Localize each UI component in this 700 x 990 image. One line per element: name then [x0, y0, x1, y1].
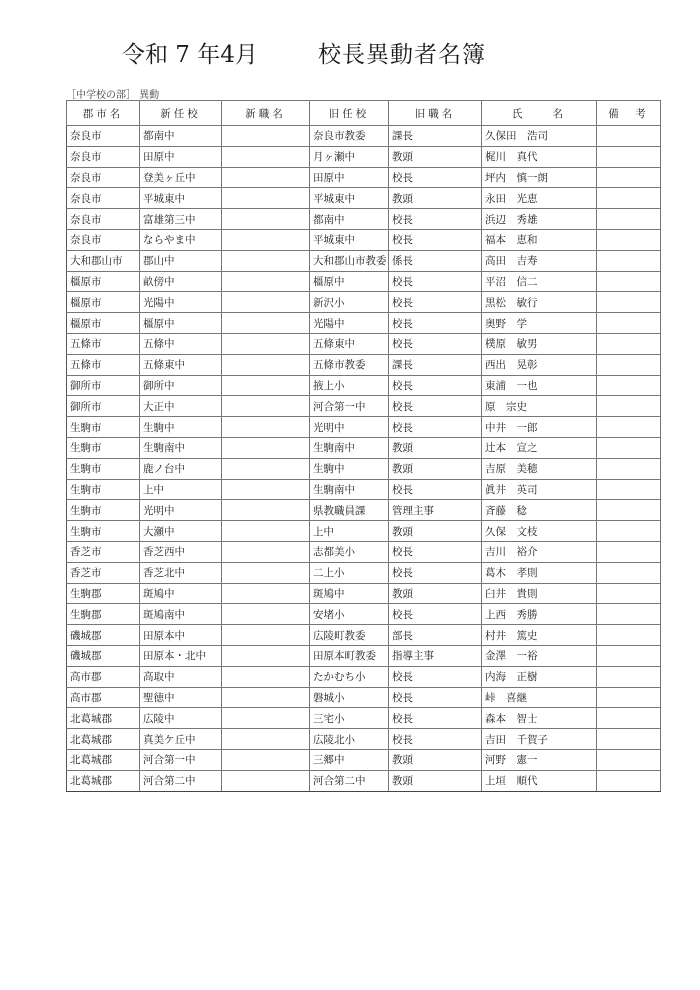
- cell-new-position: [222, 749, 310, 770]
- cell-name: 峠 喜継: [482, 687, 597, 708]
- cell-municipality: 北葛城郡: [67, 729, 140, 750]
- cell-remarks: [597, 645, 661, 666]
- cell-former-position: 校長: [389, 541, 482, 562]
- table-row: [67, 479, 661, 500]
- cell-new-school: 河合第一中: [140, 749, 222, 770]
- cell-new-school: 生駒中: [140, 417, 222, 438]
- cell-former-school: 広陵北小: [310, 729, 389, 750]
- cell-municipality: 橿原市: [67, 271, 140, 292]
- cell-former-position: 校長: [389, 417, 482, 438]
- cell-municipality: 生駒市: [67, 521, 140, 542]
- cell-new-position: [222, 729, 310, 750]
- cell-former-school: 月ヶ瀬中: [310, 146, 389, 167]
- cell-new-school: 香芝西中: [140, 541, 222, 562]
- table-row: [67, 770, 661, 791]
- cell-former-position: 校長: [389, 687, 482, 708]
- cell-former-school: 安堵小: [310, 604, 389, 625]
- cell-former-school: 大和郡山市教委: [310, 250, 389, 271]
- cell-new-school: 五條中: [140, 333, 222, 354]
- cell-municipality: 生駒市: [67, 479, 140, 500]
- cell-remarks: [597, 729, 661, 750]
- cell-remarks: [597, 521, 661, 542]
- cell-former-school: 河合第一中: [310, 396, 389, 417]
- cell-municipality: 磯城郡: [67, 645, 140, 666]
- cell-former-position: 管理主事: [389, 500, 482, 521]
- cell-new-position: [222, 458, 310, 479]
- cell-new-position: [222, 604, 310, 625]
- cell-new-position: [222, 645, 310, 666]
- title-date: 令和 7 年4月: [122, 42, 258, 68]
- cell-name: 坪内 慎一朗: [482, 167, 597, 188]
- cell-municipality: 五條市: [67, 333, 140, 354]
- table-row: [67, 126, 661, 147]
- cell-former-school: 生駒南中: [310, 479, 389, 500]
- cell-new-school: 畝傍中: [140, 271, 222, 292]
- table-row: [67, 687, 661, 708]
- cell-former-position: 校長: [389, 292, 482, 313]
- table-row: [67, 729, 661, 750]
- cell-former-position: 校長: [389, 167, 482, 188]
- cell-new-school: 上中: [140, 479, 222, 500]
- cell-name: 金澤 一裕: [482, 645, 597, 666]
- cell-municipality: 五條市: [67, 354, 140, 375]
- cell-remarks: [597, 749, 661, 770]
- cell-new-school: 平城東中: [140, 188, 222, 209]
- cell-former-position: 校長: [389, 708, 482, 729]
- cell-former-school: 生駒中: [310, 458, 389, 479]
- cell-remarks: [597, 250, 661, 271]
- cell-new-position: [222, 250, 310, 271]
- table-row: [67, 188, 661, 209]
- header-new-position: 新職名: [222, 101, 310, 126]
- cell-former-position: 教頭: [389, 458, 482, 479]
- cell-remarks: [597, 417, 661, 438]
- header-municipality: 郡市名: [67, 101, 140, 126]
- cell-former-position: 指導主事: [389, 645, 482, 666]
- cell-former-position: 校長: [389, 271, 482, 292]
- table-row: [67, 292, 661, 313]
- cell-former-position: 校長: [389, 666, 482, 687]
- cell-remarks: [597, 375, 661, 396]
- cell-name: 上垣 順代: [482, 770, 597, 791]
- cell-municipality: 磯城郡: [67, 625, 140, 646]
- cell-former-school: 平城東中: [310, 229, 389, 250]
- cell-municipality: 奈良市: [67, 167, 140, 188]
- cell-former-position: 校長: [389, 479, 482, 500]
- cell-new-position: [222, 521, 310, 542]
- cell-remarks: [597, 562, 661, 583]
- cell-former-school: 河合第二中: [310, 770, 389, 791]
- table-row: [67, 333, 661, 354]
- cell-municipality: 橿原市: [67, 292, 140, 313]
- table-row: [67, 437, 661, 458]
- table-row: [67, 229, 661, 250]
- cell-name: 奥野 学: [482, 313, 597, 334]
- cell-new-school: 真美ケ丘中: [140, 729, 222, 750]
- table-row: [67, 458, 661, 479]
- cell-remarks: [597, 313, 661, 334]
- cell-municipality: 香芝市: [67, 562, 140, 583]
- table-row: [67, 562, 661, 583]
- cell-new-position: [222, 313, 310, 334]
- cell-new-school: 橿原中: [140, 313, 222, 334]
- cell-new-position: [222, 292, 310, 313]
- cell-name: 浜辺 秀雄: [482, 209, 597, 230]
- cell-new-school: 都南中: [140, 126, 222, 147]
- cell-name: 河野 憲一: [482, 749, 597, 770]
- cell-former-school: 田原本町教委: [310, 645, 389, 666]
- cell-former-position: 校長: [389, 229, 482, 250]
- cell-municipality: 御所市: [67, 375, 140, 396]
- cell-former-school: 志都美小: [310, 541, 389, 562]
- cell-municipality: 生駒市: [67, 437, 140, 458]
- cell-new-school: 香芝北中: [140, 562, 222, 583]
- cell-new-school: 生駒南中: [140, 437, 222, 458]
- cell-new-school: 郡山中: [140, 250, 222, 271]
- cell-former-school: 掖上小: [310, 375, 389, 396]
- cell-new-position: [222, 687, 310, 708]
- cell-municipality: 奈良市: [67, 188, 140, 209]
- cell-new-position: [222, 417, 310, 438]
- cell-new-position: [222, 126, 310, 147]
- cell-former-school: 広陵町教委: [310, 625, 389, 646]
- cell-new-position: [222, 437, 310, 458]
- cell-remarks: [597, 541, 661, 562]
- cell-new-school: 大瀬中: [140, 521, 222, 542]
- table-row: [67, 541, 661, 562]
- cell-new-school: 広陵中: [140, 708, 222, 729]
- cell-new-school: ならやま中: [140, 229, 222, 250]
- cell-remarks: [597, 209, 661, 230]
- cell-new-school: 田原本中: [140, 625, 222, 646]
- cell-former-school: 光明中: [310, 417, 389, 438]
- cell-former-position: 教頭: [389, 146, 482, 167]
- table-row: [67, 250, 661, 271]
- cell-municipality: 奈良市: [67, 229, 140, 250]
- transfer-roster-table: [66, 100, 661, 792]
- cell-new-position: [222, 188, 310, 209]
- cell-former-school: 三宅小: [310, 708, 389, 729]
- cell-name: 中井 一郎: [482, 417, 597, 438]
- cell-former-position: 教頭: [389, 749, 482, 770]
- cell-new-school: 聖徳中: [140, 687, 222, 708]
- cell-remarks: [597, 333, 661, 354]
- cell-remarks: [597, 396, 661, 417]
- cell-new-school: 田原本・北中: [140, 645, 222, 666]
- cell-new-position: [222, 562, 310, 583]
- cell-name: 東浦 一也: [482, 375, 597, 396]
- cell-municipality: 香芝市: [67, 541, 140, 562]
- cell-name: 村井 篤史: [482, 625, 597, 646]
- cell-former-position: 課長: [389, 354, 482, 375]
- cell-former-position: 教頭: [389, 770, 482, 791]
- cell-municipality: 高市郡: [67, 666, 140, 687]
- cell-new-position: [222, 396, 310, 417]
- cell-municipality: 御所市: [67, 396, 140, 417]
- cell-remarks: [597, 126, 661, 147]
- cell-former-position: 課長: [389, 126, 482, 147]
- table-row: [67, 396, 661, 417]
- cell-former-school: 磐城小: [310, 687, 389, 708]
- cell-new-school: 大正中: [140, 396, 222, 417]
- cell-remarks: [597, 167, 661, 188]
- cell-former-school: 田原中: [310, 167, 389, 188]
- header-new-school: 新任校: [140, 101, 222, 126]
- cell-name: 臼井 貴則: [482, 583, 597, 604]
- cell-municipality: 橿原市: [67, 313, 140, 334]
- cell-name: 梶川 真代: [482, 146, 597, 167]
- cell-name: 原 宗史: [482, 396, 597, 417]
- cell-name: 斉藤 稔: [482, 500, 597, 521]
- cell-former-position: 教頭: [389, 437, 482, 458]
- cell-name: 久保 文枝: [482, 521, 597, 542]
- cell-municipality: 生駒郡: [67, 604, 140, 625]
- cell-name: 福本 恵和: [482, 229, 597, 250]
- cell-municipality: 高市郡: [67, 687, 140, 708]
- cell-new-position: [222, 229, 310, 250]
- cell-former-school: たかむち小: [310, 666, 389, 687]
- section-label: ［中学校の部］ 異動: [66, 90, 160, 101]
- cell-remarks: [597, 583, 661, 604]
- cell-remarks: [597, 188, 661, 209]
- cell-former-school: 二上小: [310, 562, 389, 583]
- table-row: [67, 749, 661, 770]
- cell-municipality: 北葛城郡: [67, 770, 140, 791]
- table-row: [67, 167, 661, 188]
- cell-former-position: 校長: [389, 209, 482, 230]
- cell-new-position: [222, 583, 310, 604]
- cell-name: 上西 秀勝: [482, 604, 597, 625]
- cell-remarks: [597, 271, 661, 292]
- cell-remarks: [597, 708, 661, 729]
- cell-former-position: 校長: [389, 313, 482, 334]
- cell-former-school: 県教職員課: [310, 500, 389, 521]
- cell-new-school: 登美ヶ丘中: [140, 167, 222, 188]
- cell-municipality: 生駒市: [67, 417, 140, 438]
- cell-former-position: 校長: [389, 396, 482, 417]
- cell-new-position: [222, 625, 310, 646]
- cell-former-school: 都南中: [310, 209, 389, 230]
- cell-former-position: 教頭: [389, 583, 482, 604]
- cell-former-position: 教頭: [389, 188, 482, 209]
- cell-former-position: 校長: [389, 333, 482, 354]
- cell-remarks: [597, 770, 661, 791]
- table-row: [67, 500, 661, 521]
- header-remarks: 備 考: [597, 101, 661, 126]
- table-row: [67, 583, 661, 604]
- cell-municipality: 大和郡山市: [67, 250, 140, 271]
- cell-former-school: 光陽中: [310, 313, 389, 334]
- cell-remarks: [597, 687, 661, 708]
- cell-new-position: [222, 354, 310, 375]
- cell-new-school: 光陽中: [140, 292, 222, 313]
- cell-remarks: [597, 354, 661, 375]
- cell-name: 森本 智士: [482, 708, 597, 729]
- cell-former-position: 校長: [389, 375, 482, 396]
- cell-remarks: [597, 437, 661, 458]
- table-row: [67, 645, 661, 666]
- cell-former-school: 上中: [310, 521, 389, 542]
- cell-new-school: 河合第二中: [140, 770, 222, 791]
- cell-former-position: 教頭: [389, 521, 482, 542]
- cell-remarks: [597, 458, 661, 479]
- cell-former-school: 平城東中: [310, 188, 389, 209]
- cell-new-position: [222, 770, 310, 791]
- cell-remarks: [597, 666, 661, 687]
- cell-municipality: 生駒郡: [67, 583, 140, 604]
- cell-remarks: [597, 604, 661, 625]
- cell-new-school: 田原中: [140, 146, 222, 167]
- cell-new-position: [222, 375, 310, 396]
- cell-new-position: [222, 333, 310, 354]
- cell-new-position: [222, 500, 310, 521]
- cell-former-school: 三郷中: [310, 749, 389, 770]
- title-main: 校長異動者名簿: [318, 42, 486, 68]
- header-name: 氏 名: [482, 101, 597, 126]
- cell-municipality: 奈良市: [67, 146, 140, 167]
- cell-remarks: [597, 625, 661, 646]
- table-row: [67, 313, 661, 334]
- cell-new-position: [222, 146, 310, 167]
- cell-name: 吉川 裕介: [482, 541, 597, 562]
- cell-former-school: 五條市教委: [310, 354, 389, 375]
- table-header-row: [67, 101, 661, 126]
- cell-municipality: 生駒市: [67, 500, 140, 521]
- cell-former-school: 橿原中: [310, 271, 389, 292]
- cell-new-school: 鹿ノ台中: [140, 458, 222, 479]
- cell-new-position: [222, 209, 310, 230]
- cell-former-position: 係長: [389, 250, 482, 271]
- cell-new-school: 高取中: [140, 666, 222, 687]
- cell-remarks: [597, 229, 661, 250]
- cell-new-position: [222, 666, 310, 687]
- cell-new-position: [222, 271, 310, 292]
- cell-municipality: 生駒市: [67, 458, 140, 479]
- table-row: [67, 666, 661, 687]
- cell-name: 黒松 敏行: [482, 292, 597, 313]
- table-row: [67, 354, 661, 375]
- table-row: [67, 209, 661, 230]
- cell-name: 眞井 英司: [482, 479, 597, 500]
- cell-remarks: [597, 500, 661, 521]
- table-row: [67, 708, 661, 729]
- header-former-school: 旧任校: [310, 101, 389, 126]
- cell-new-position: [222, 708, 310, 729]
- cell-name: 樸原 敏男: [482, 333, 597, 354]
- table-row: [67, 375, 661, 396]
- cell-name: 高田 吉寿: [482, 250, 597, 271]
- cell-new-position: [222, 479, 310, 500]
- cell-new-school: 五條東中: [140, 354, 222, 375]
- cell-name: 吉田 千賀子: [482, 729, 597, 750]
- cell-name: 永田 光恵: [482, 188, 597, 209]
- cell-name: 内海 正樹: [482, 666, 597, 687]
- cell-new-position: [222, 167, 310, 188]
- cell-municipality: 北葛城郡: [67, 708, 140, 729]
- cell-new-position: [222, 541, 310, 562]
- cell-name: 久保田 浩司: [482, 126, 597, 147]
- cell-name: 平沼 信二: [482, 271, 597, 292]
- table-row: [67, 604, 661, 625]
- cell-former-position: 部長: [389, 625, 482, 646]
- cell-former-position: 校長: [389, 562, 482, 583]
- table-row: [67, 625, 661, 646]
- cell-former-position: 校長: [389, 729, 482, 750]
- header-former-position: 旧職名: [389, 101, 482, 126]
- table-body: [67, 126, 661, 792]
- cell-former-school: 斑鳩中: [310, 583, 389, 604]
- cell-remarks: [597, 146, 661, 167]
- cell-name: 葛木 孝則: [482, 562, 597, 583]
- cell-name: 西出 晃彰: [482, 354, 597, 375]
- cell-new-school: 斑鳩中: [140, 583, 222, 604]
- cell-remarks: [597, 479, 661, 500]
- cell-former-school: 生駒南中: [310, 437, 389, 458]
- cell-municipality: 北葛城郡: [67, 749, 140, 770]
- cell-remarks: [597, 292, 661, 313]
- cell-former-position: 校長: [389, 604, 482, 625]
- cell-former-school: 奈良市教委: [310, 126, 389, 147]
- table-row: [67, 271, 661, 292]
- table-row: [67, 521, 661, 542]
- cell-municipality: 奈良市: [67, 126, 140, 147]
- cell-new-school: 光明中: [140, 500, 222, 521]
- cell-new-school: 御所中: [140, 375, 222, 396]
- cell-name: 吉原 美穂: [482, 458, 597, 479]
- cell-former-school: 新沢小: [310, 292, 389, 313]
- table-row: [67, 146, 661, 167]
- table-row: [67, 417, 661, 438]
- cell-new-school: 斑鳩南中: [140, 604, 222, 625]
- cell-municipality: 奈良市: [67, 209, 140, 230]
- cell-name: 辻本 宣之: [482, 437, 597, 458]
- cell-former-school: 五條東中: [310, 333, 389, 354]
- cell-new-school: 富雄第三中: [140, 209, 222, 230]
